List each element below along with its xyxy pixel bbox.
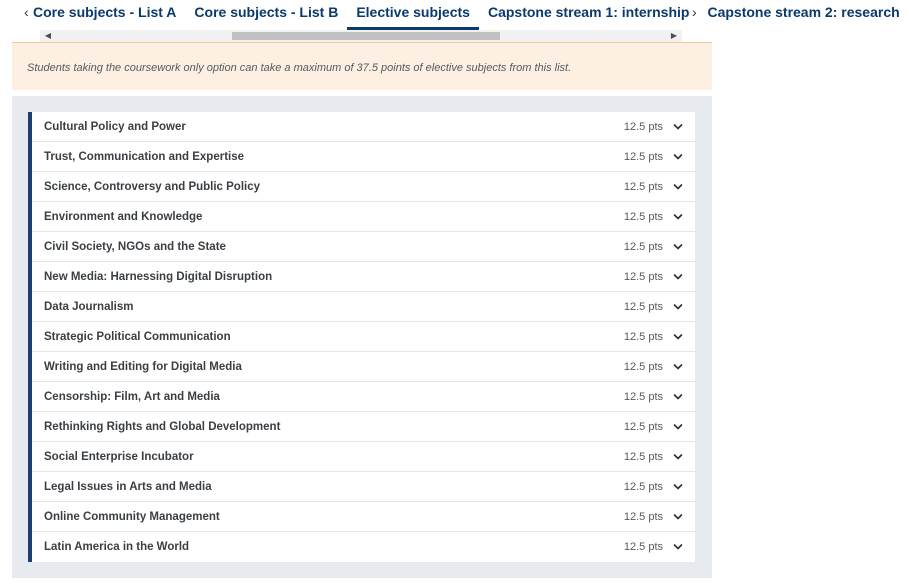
- tabs-next-icon[interactable]: ›: [692, 4, 697, 20]
- subject-points: 12.5 pts: [623, 240, 663, 253]
- chevron-down-icon[interactable]: [673, 392, 683, 402]
- chevron-down-icon[interactable]: [673, 122, 683, 132]
- subject-title: Censorship: Film, Art and Media: [44, 390, 220, 403]
- subject-points: 12.5 pts: [623, 450, 663, 463]
- tab-elective-subjects[interactable]: Elective subjects: [347, 0, 479, 28]
- subject-row[interactable]: [32, 202, 695, 232]
- subject-points: 12.5 pts: [623, 300, 663, 313]
- subject-title: Online Community Management: [44, 510, 220, 523]
- subject-title: Civil Society, NGOs and the State: [44, 240, 226, 253]
- subject-row[interactable]: [32, 262, 695, 292]
- subject-title: Environment and Knowledge: [44, 210, 203, 223]
- subject-points: 12.5 pts: [623, 510, 663, 523]
- tabs-viewport: [33, 0, 900, 28]
- subject-row[interactable]: [32, 292, 695, 322]
- subject-title: Legal Issues in Arts and Media: [44, 480, 212, 493]
- subject-points: 12.5 pts: [623, 330, 663, 343]
- subject-row[interactable]: [32, 112, 695, 142]
- subject-list: [28, 112, 695, 562]
- tabs-track: [24, 0, 909, 28]
- subject-title: Social Enterprise Incubator: [44, 450, 194, 463]
- tab-core-subjects-list-a[interactable]: Core subjects - List A: [33, 4, 177, 20]
- subject-row[interactable]: [32, 532, 695, 562]
- subject-points: 12.5 pts: [623, 360, 663, 373]
- scroll-left-icon[interactable]: ◀: [44, 31, 52, 40]
- subject-row[interactable]: [32, 382, 695, 412]
- coursework-notice: [12, 42, 712, 90]
- subject-title: Cultural Policy and Power: [44, 120, 186, 133]
- subject-title: Strategic Political Communication: [44, 330, 231, 343]
- tab-capstone-stream-2-research[interactable]: Capstone stream 2: research: [707, 4, 900, 20]
- chevron-down-icon[interactable]: [673, 422, 683, 432]
- chevron-down-icon[interactable]: [673, 512, 683, 522]
- chevron-down-icon[interactable]: [673, 302, 683, 312]
- subject-row[interactable]: [32, 172, 695, 202]
- notice-text: Students taking the coursework only option can take a maximum of 37.5 points of elective subjects from this list.: [27, 62, 572, 74]
- subject-points: 12.5 pts: [623, 420, 663, 433]
- subject-row[interactable]: [32, 442, 695, 472]
- subject-row[interactable]: [32, 142, 695, 172]
- chevron-down-icon[interactable]: [673, 482, 683, 492]
- subject-points: 12.5 pts: [623, 480, 663, 493]
- chevron-down-icon[interactable]: [673, 152, 683, 162]
- subject-list-panel: [12, 96, 712, 578]
- subject-row[interactable]: [32, 412, 695, 442]
- subject-row[interactable]: [32, 502, 695, 532]
- subject-title: New Media: Harnessing Digital Disruption: [44, 270, 273, 283]
- tab-bar: [0, 0, 900, 28]
- subject-title: Data Journalism: [44, 300, 134, 313]
- subject-points: 12.5 pts: [623, 120, 663, 133]
- subject-points: 12.5 pts: [623, 270, 663, 283]
- chevron-down-icon[interactable]: [673, 242, 683, 252]
- scroll-right-icon[interactable]: ▶: [670, 31, 678, 40]
- subject-title: Latin America in the World: [44, 541, 190, 553]
- subject-row[interactable]: [32, 352, 695, 382]
- subject-title: Trust, Communication and Expertise: [44, 150, 245, 163]
- subject-title: Science, Controversy and Public Policy: [44, 180, 261, 193]
- subject-points: 12.5 pts: [623, 541, 663, 553]
- subject-row[interactable]: [32, 322, 695, 352]
- chevron-down-icon[interactable]: [673, 182, 683, 192]
- subject-points: 12.5 pts: [623, 210, 663, 223]
- chevron-down-icon[interactable]: [673, 272, 683, 282]
- chevron-down-icon[interactable]: [673, 452, 683, 462]
- chevron-down-icon[interactable]: [673, 212, 683, 222]
- tabs-prev-icon[interactable]: ‹: [24, 4, 29, 20]
- subject-points: 12.5 pts: [623, 390, 663, 403]
- tab-core-subjects-list-b[interactable]: Core subjects - List B: [194, 4, 339, 20]
- subject-points: 12.5 pts: [623, 180, 663, 193]
- subject-title: Writing and Editing for Digital Media: [44, 360, 242, 373]
- horizontal-scrollbar[interactable]: [40, 30, 682, 42]
- chevron-down-icon[interactable]: [673, 542, 683, 552]
- chevron-down-icon[interactable]: [673, 362, 683, 372]
- chevron-down-icon[interactable]: [673, 332, 683, 342]
- subject-title: Rethinking Rights and Global Development: [44, 420, 281, 433]
- subject-points: 12.5 pts: [623, 150, 663, 163]
- tab-capstone-stream-1-internship[interactable]: Capstone stream 1: internship: [487, 4, 690, 20]
- subject-row[interactable]: [32, 472, 695, 502]
- subject-row[interactable]: [32, 232, 695, 262]
- scrollbar-thumb[interactable]: [232, 32, 500, 40]
